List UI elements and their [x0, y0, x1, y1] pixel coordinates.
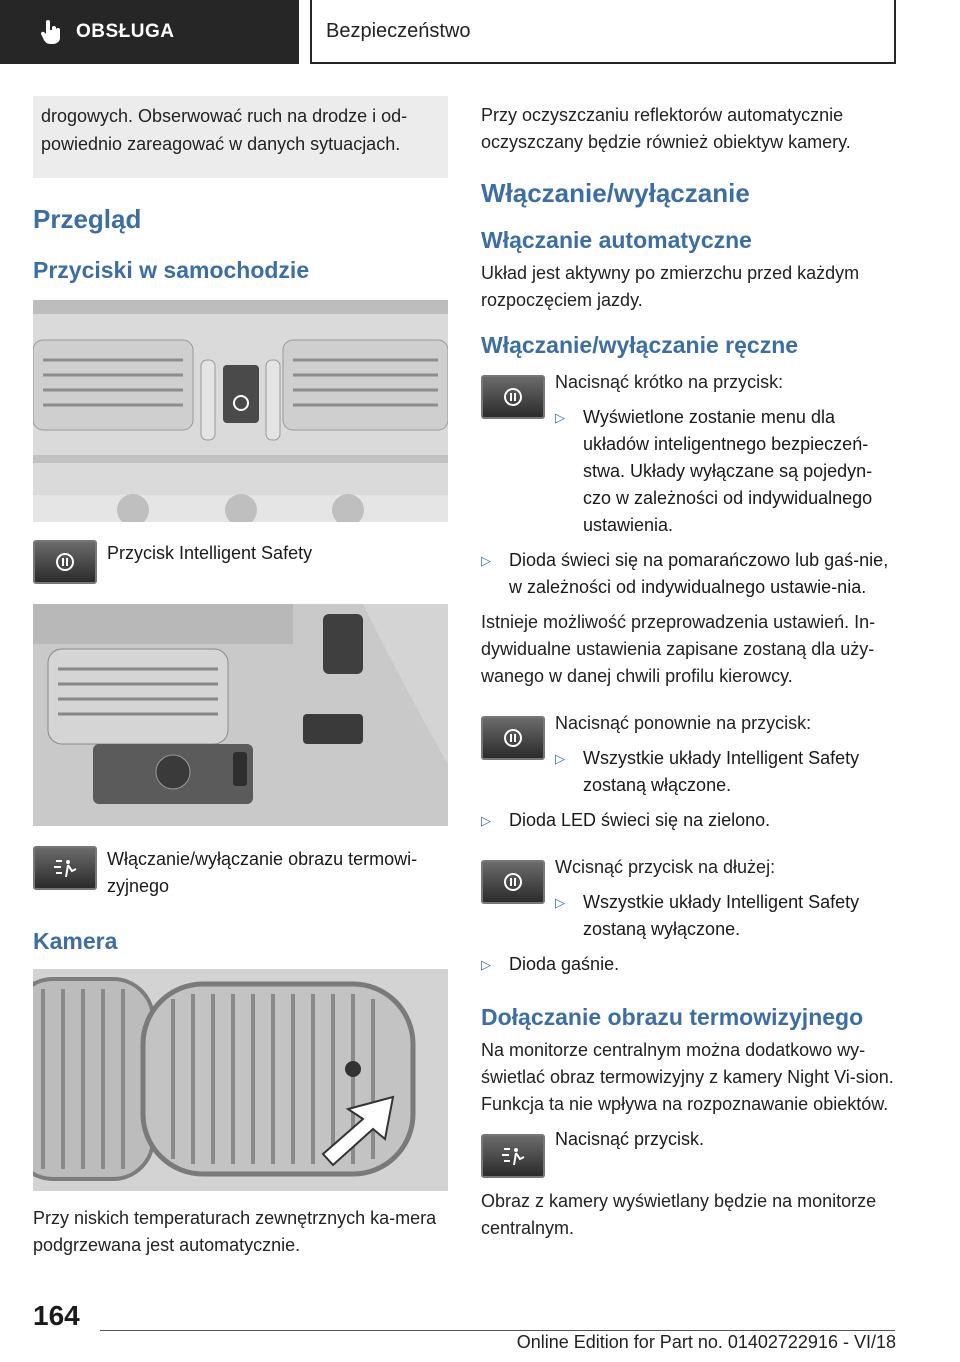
triangle-bullet-icon: ▷ [481, 553, 491, 568]
triangle-bullet-icon: ▷ [481, 957, 491, 972]
step1-text: Nacisnąć krótko na przycisk: [555, 372, 784, 392]
led3-bullet [481, 951, 896, 978]
caption-thermal: Włączanie/wyłączanie obrazu termowi-zyjnego [107, 849, 418, 896]
step2-bullet [555, 745, 895, 799]
auto-text: Układ jest aktywny po zmierzchu przed każdym rozpoczęciem jazdy. [481, 263, 860, 310]
manual-step3 [481, 854, 896, 943]
edition-text: Online Edition for Part no. 01402722916 - VI/18 [516, 1332, 896, 1352]
heading-thermal: Dołączanie obrazu termowizyjnego [481, 1004, 864, 1030]
manual-step2 [481, 710, 896, 799]
step3-bullet [555, 889, 895, 943]
page-header [0, 0, 960, 66]
individual-text: Istnieje możliwość przeprowadzenia ustawień. In-dywidualne ustawienia zapisane zostaną dla uży-wanego w danej chwili profilu kierowcy. [481, 612, 876, 686]
page-number: 164 [33, 1300, 80, 1331]
section-label: OBSŁUGA [76, 21, 175, 42]
led2-bullet [481, 807, 896, 834]
heading-onoff: Włączanie/wyłączanie [481, 178, 750, 208]
cleaning-text: Przy oczyszczaniu reflektorów automatycznie oczyszczany będzie również obiektyw kamery. [481, 105, 851, 152]
footer-divider [100, 1330, 895, 1331]
step2-text: Nacisnąć ponownie na przycisk: [555, 713, 812, 733]
step4-text: Nacisnąć przycisk. [555, 1129, 705, 1149]
right-column [481, 96, 896, 1242]
heading-manual: Włączanie/wyłączanie ręczne [481, 332, 799, 358]
night-vision-button-icon[interactable] [33, 846, 97, 890]
camera-text: Przy niskich temperaturach zewnętrznych ka-mera podgrzewana jest automatycznie. [33, 1208, 437, 1255]
step3-text: Wcisnąć przycisk na dłużej: [555, 857, 776, 877]
intelligent-safety-button-icon[interactable] [481, 375, 545, 419]
step3-bullet-text: Wszystkie układy Intelligent Safety zostaną wyłączone. [583, 892, 860, 939]
step1-bullet-text: Wyświetlone zostanie menu dla układów inteligentnego bezpieczeń-stwa. Układy wyłączane są pojedyn-czo w zależności od indywidualnego ustawienia. [583, 407, 873, 535]
triangle-bullet-icon: ▷ [555, 895, 565, 910]
triangle-bullet-icon: ▷ [555, 410, 565, 425]
warning-text: drogowych. Obserwować ruch na drodze i od-powiednio zareagować w danych sytuacjach. [41, 106, 408, 154]
triangle-bullet-icon: ▷ [555, 751, 565, 766]
step2-bullet-text: Wszystkie układy Intelligent Safety zostaną włączone. [583, 748, 860, 795]
hand-pointer-icon [40, 20, 62, 44]
intelligent-safety-button-icon[interactable] [481, 860, 545, 904]
caption-safety: Przycisk Intelligent Safety [107, 543, 313, 563]
triangle-bullet-icon: ▷ [481, 813, 491, 828]
led3-text: Dioda gaśnie. [509, 954, 620, 974]
heading-overview: Przegląd [33, 204, 142, 234]
warning-box [33, 96, 448, 178]
section-tab[interactable] [0, 0, 299, 64]
night-vision-button-icon[interactable] [481, 1134, 545, 1178]
heading-buttons: Przyciski w samochodzie [33, 257, 310, 283]
heading-camera: Kamera [33, 928, 118, 954]
thermal-button-row [33, 846, 448, 900]
chapter-tab[interactable] [310, 0, 896, 64]
light-switch-photo [33, 604, 448, 826]
thermal-step [481, 1126, 896, 1178]
led1-bullet [481, 547, 896, 601]
manual-step1 [481, 369, 896, 539]
heading-auto: Włączanie automatyczne [481, 227, 752, 253]
camera-grille-photo [33, 969, 448, 1191]
step1-bullet [555, 404, 895, 539]
led1-text: Dioda świeci się na pomarańczowo lub gaś-nie, w zależności od indywidualnego ustawie-nia. [509, 550, 889, 597]
final-text: Obraz z kamery wyświetlany będzie na monitorze centralnym. [481, 1191, 877, 1238]
left-column [33, 96, 448, 1259]
intelligent-safety-button-icon[interactable] [481, 716, 545, 760]
thermal-text: Na monitorze centralnym można dodatkowo wy-świetlać obraz termowizyjny z kamery Night Vi-sion. Funkcja ta nie wpływa na rozpoznawanie obiektów. [481, 1040, 894, 1114]
dashboard-photo [33, 300, 448, 522]
intelligent-safety-button-icon[interactable] [33, 540, 97, 584]
chapter-label: Bezpieczeństwo [326, 19, 471, 42]
safety-button-row [33, 540, 448, 584]
led2-text: Dioda LED świeci się na zielono. [509, 810, 771, 830]
